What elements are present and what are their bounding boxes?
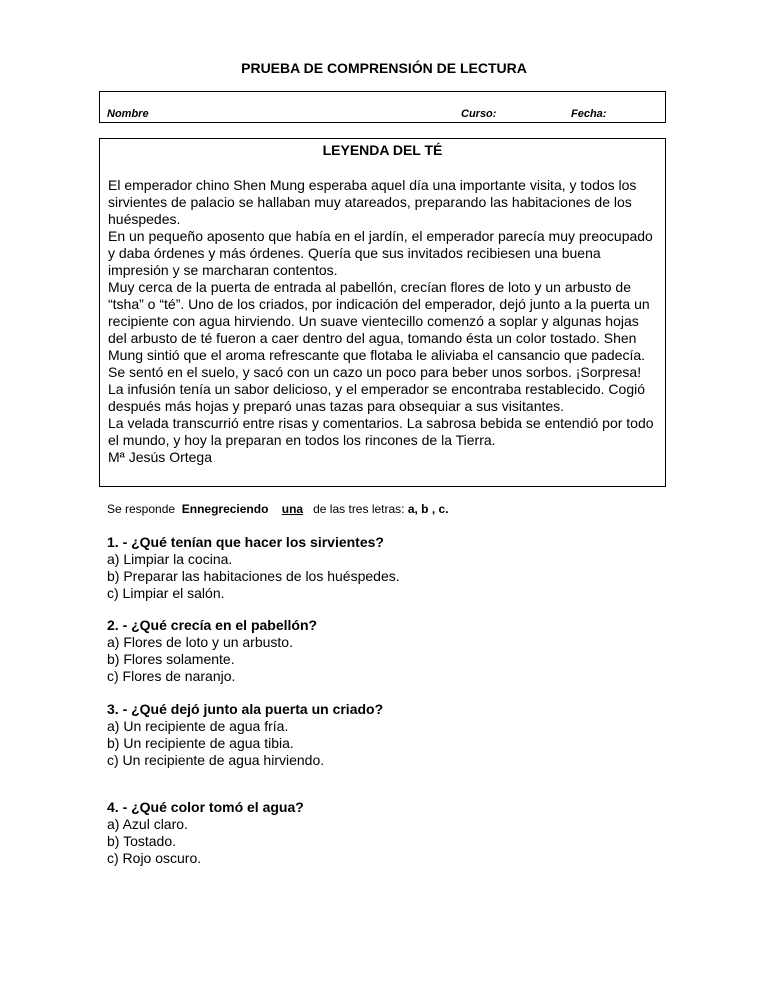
instructions-letters: a, b , c. [407,502,449,516]
answer-option-b[interactable]: b) Flores solamente. [107,651,235,667]
instructions-prefix: Se responde [107,502,176,516]
answer-option-c[interactable]: c) Un recipiente de agua hirviendo. [107,752,325,768]
answer-option-b[interactable]: b) Tostado. [107,833,177,849]
passage-paragraph: El emperador chino Shen Mung esperaba aquel día una importante visita, y todos los sirvientes de palacio se hallaban muy atareados, preparando las habitaciones de los huéspedes. [108,177,637,227]
name-label: Nombre [107,108,149,120]
question-text: 4. - ¿Qué color tomó el agua? [107,799,304,815]
instructions-underlined-word: una [281,502,304,516]
answer-option-b[interactable]: b) Un recipiente de agua tibia. [107,735,294,751]
question-3 [107,701,383,769]
passage-body [108,177,657,449]
answer-option-a[interactable]: a) Un recipiente de agua fría. [107,718,289,734]
instructions-middle: de las tres letras: [313,502,405,516]
answer-instructions [107,502,449,517]
answer-option-c[interactable]: c) Rojo oscuro. [107,850,202,866]
question-1 [107,534,400,602]
course-label: Curso: [461,108,497,120]
answer-option-b[interactable]: b) Preparar las habitaciones de los huéspedes. [107,568,400,584]
passage-author: Mª Jesús Ortega [108,449,212,465]
answer-option-a[interactable]: a) Limpiar la cocina. [107,551,233,567]
passage-paragraph: En un pequeño aposento que había en el jardín, el emperador parecía muy preocupado y daba órdenes y más órdenes. Quería que sus invitados recibiesen una buena impresión y se marcharan contentos. [108,228,653,278]
question-4 [107,799,304,867]
answer-option-a[interactable]: a) Flores de loto y un arbusto. [107,634,293,650]
student-info-box [99,91,666,123]
answer-option-c[interactable]: c) Limpiar el salón. [107,585,225,601]
date-label: Fecha: [571,108,607,120]
reading-passage-box [99,138,666,487]
passage-title: LEYENDA DEL TÉ [322,142,443,158]
question-text: 2. - ¿Qué crecía en el pabellón? [107,617,318,633]
document-title: PRUEBA DE COMPRENSIÓN DE LECTURA [241,60,527,76]
passage-paragraph: La velada transcurrió entre risas y comentarios. La sabrosa bebida se entendió por todo el mundo, y hoy la preparan en todos los rincones de la Tierra. [108,415,654,448]
answer-option-c[interactable]: c) Flores de naranjo. [107,668,236,684]
question-2 [107,617,317,685]
passage-paragraph: Muy cerca de la puerta de entrada al pabellón, crecían flores de loto y un arbusto de “tsha” o “té”. Uno de los criados, por indicación del emperador, dejó junto a la puerta un recipiente con agua hirviendo. Un suave vientecillo comenzó a soplar y algunas hojas del arbusto de té fueron a caer dentro del agua, tomando ésta un color tostado. Shen Mung sintió que el aroma refrescante que flotaba le aliviaba el cansancio que padecía. Se sentó en el suelo, y sacó con un cazo un poco para beber unos sorbos. ¡Sorpresa! La infusión tenía un sabor delicioso, y el emperador se encontraba restablecido. Cogió después más hojas y preparó unas tazas para obsequiar a sus visitantes. [108,279,650,414]
answer-option-a[interactable]: a) Azul claro. [107,816,188,832]
question-text: 1. - ¿Qué tenían que hacer los sirvientes? [107,534,384,550]
instructions-bold-word: Ennegreciendo [181,502,269,516]
question-text: 3. - ¿Qué dejó junto ala puerta un criado? [107,701,384,717]
